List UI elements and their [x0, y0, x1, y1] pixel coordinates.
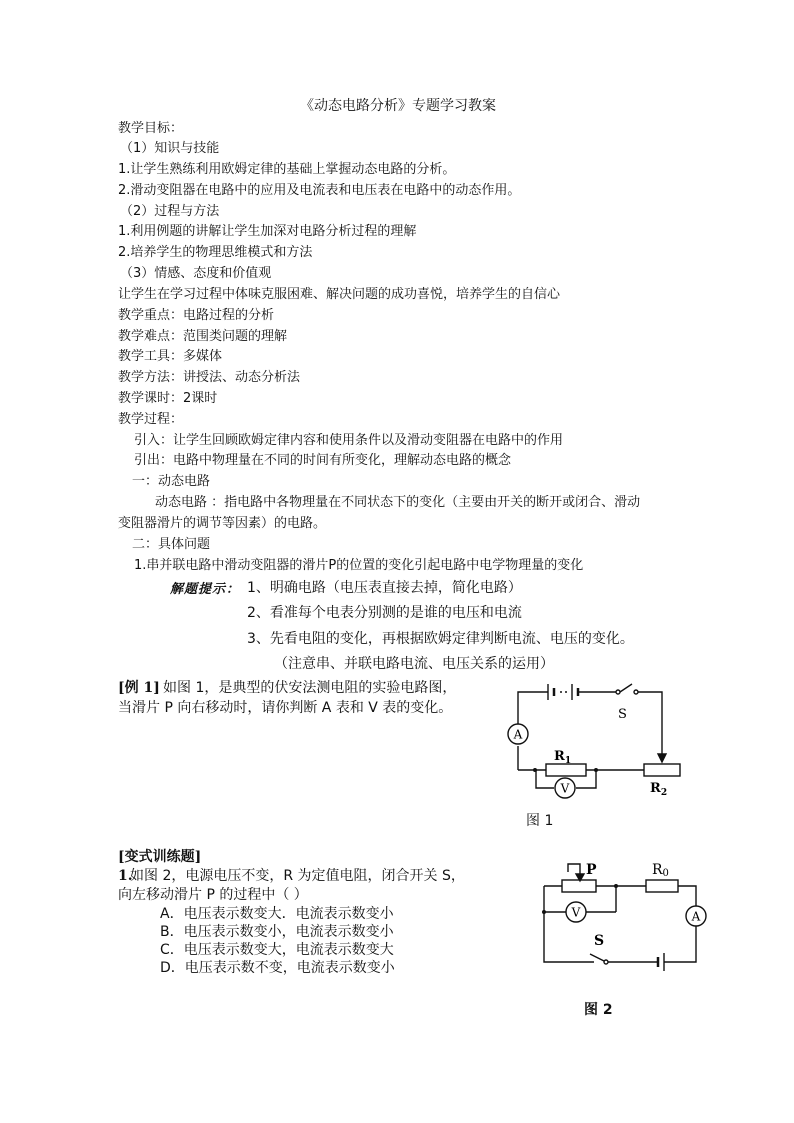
example-1-line-1: 如图 1，是典型的伏安法测电阻的实验电路图，	[163, 680, 457, 696]
question-1-line-1: 如图 2，电源电压不变，R 为定值电阻，闭合开关 S，	[130, 868, 465, 884]
goals-heading: 教学目标：	[118, 121, 184, 136]
problem-1-line: 1.串并联电路中滑动变阻器的滑片P的位置的变化引起电路中电学物理量的变化	[134, 558, 584, 573]
hint-item-1: 1、明确电路（电压表直接去掉，简化电路）	[247, 580, 522, 596]
hint-note: （注意串、并联电路电流、电压关系的运用）	[274, 656, 554, 672]
section-2-heading: 二：具体问题	[132, 537, 211, 552]
switch-blade	[590, 954, 604, 961]
question-1-line-2: 向左移动滑片 P 的过程中（ ）	[118, 887, 308, 903]
switch-blade	[620, 684, 632, 692]
teaching-difficulty: 教学难点：范围类问题的理解	[118, 329, 288, 344]
voltmeter-label: V	[560, 781, 570, 796]
figure-1-circuit	[498, 680, 698, 810]
example-1-label: [例 1]	[118, 680, 160, 696]
section-1-heading: 一：动态电路	[132, 474, 211, 489]
r1-label: $R_1$	[554, 749, 572, 766]
teaching-process: 教学过程：	[118, 412, 184, 427]
page-title: 《动态电路分析》专题学习教案	[300, 98, 496, 114]
ammeter-label: A	[691, 909, 701, 924]
goal-2-item-1: 1.利用例题的讲解让学生加深对电路分析过程的理解	[118, 224, 417, 239]
rheostat-r2	[644, 764, 680, 776]
teaching-hours: 教学课时：2课时	[118, 391, 218, 406]
teaching-tools: 教学工具：多媒体	[118, 349, 223, 364]
option-d: D．电压表示数不变，电流表示数变小	[160, 960, 395, 976]
option-c: C．电压表示数变大，电流表示数变大	[160, 942, 394, 958]
lead-line: 引出：电路中物理量在不同的时间有所变化，理解动态电路的概念	[134, 453, 512, 468]
goal-2-heading: （2）过程与方法	[120, 204, 220, 219]
hint-item-3: 3、先看电阻的变化，再根据欧姆定律判断电流、电压的变化。	[247, 631, 634, 647]
definition-line-2: 变阻器滑片的调节等因素）的电路。	[118, 516, 327, 531]
figure-2-caption: 图 2	[584, 1002, 613, 1018]
option-b: B．电压表示数变小，电流表示数变小	[160, 924, 394, 940]
variation-exercise-title: [变式训练题]	[118, 849, 202, 865]
goal-3-heading: （3）情感、态度和价值观	[120, 266, 272, 281]
goal-1-heading: （1）知识与技能	[120, 141, 220, 156]
definition-line-1: 动态电路 ：指电路中各物理量在不同状态下的变化（主要由开关的断开或闭合、滑动	[155, 495, 641, 510]
teaching-key-point: 教学重点：电路过程的分析	[118, 308, 275, 323]
hint-item-2: 2、看准每个电表分别测的是谁的电压和电流	[247, 605, 522, 621]
figure-1-caption: 图 1	[526, 813, 554, 829]
goal-3-item-1: 让学生在学习过程中体味克服困难、解决问题的成功喜悦，培养学生的自信心	[118, 287, 561, 302]
ammeter-label: A	[513, 727, 523, 742]
figure-2-circuit	[534, 850, 714, 980]
resistor-r0	[646, 880, 678, 892]
example-1-line-2: 当滑片 P 向右移动时，请你判断 A 表和 V 表的变化。	[118, 700, 453, 716]
option-a: A．电压表示数变大．电流表示数变小	[160, 906, 394, 922]
rheostat	[562, 880, 596, 892]
slider-p-label: P	[586, 862, 597, 878]
switch-label: S	[594, 933, 605, 949]
goal-1-item-1: 1.让学生熟练利用欧姆定律的基础上掌握动态电路的分析。	[118, 162, 456, 177]
goal-1-item-2: 2.滑动变阻器在电路中的应用及电流表和电压表在电路中的动态作用。	[118, 183, 521, 198]
hint-label: 解题提示：	[170, 582, 241, 597]
r2-label: $R_2$	[650, 781, 668, 798]
introduction-line: 引入：让学生回顾欧姆定律内容和使用条件以及滑动变阻器在电路中的作用	[134, 433, 564, 448]
goal-2-item-2: 2.培养学生的物理思维模式和方法	[118, 245, 313, 260]
teaching-method: 教学方法：讲授法、动态分析法	[118, 370, 301, 385]
switch-label: S	[618, 707, 627, 722]
voltmeter-label: V	[571, 905, 581, 920]
question-1-number: 1.	[118, 868, 133, 884]
r0-label: R0	[652, 862, 669, 879]
